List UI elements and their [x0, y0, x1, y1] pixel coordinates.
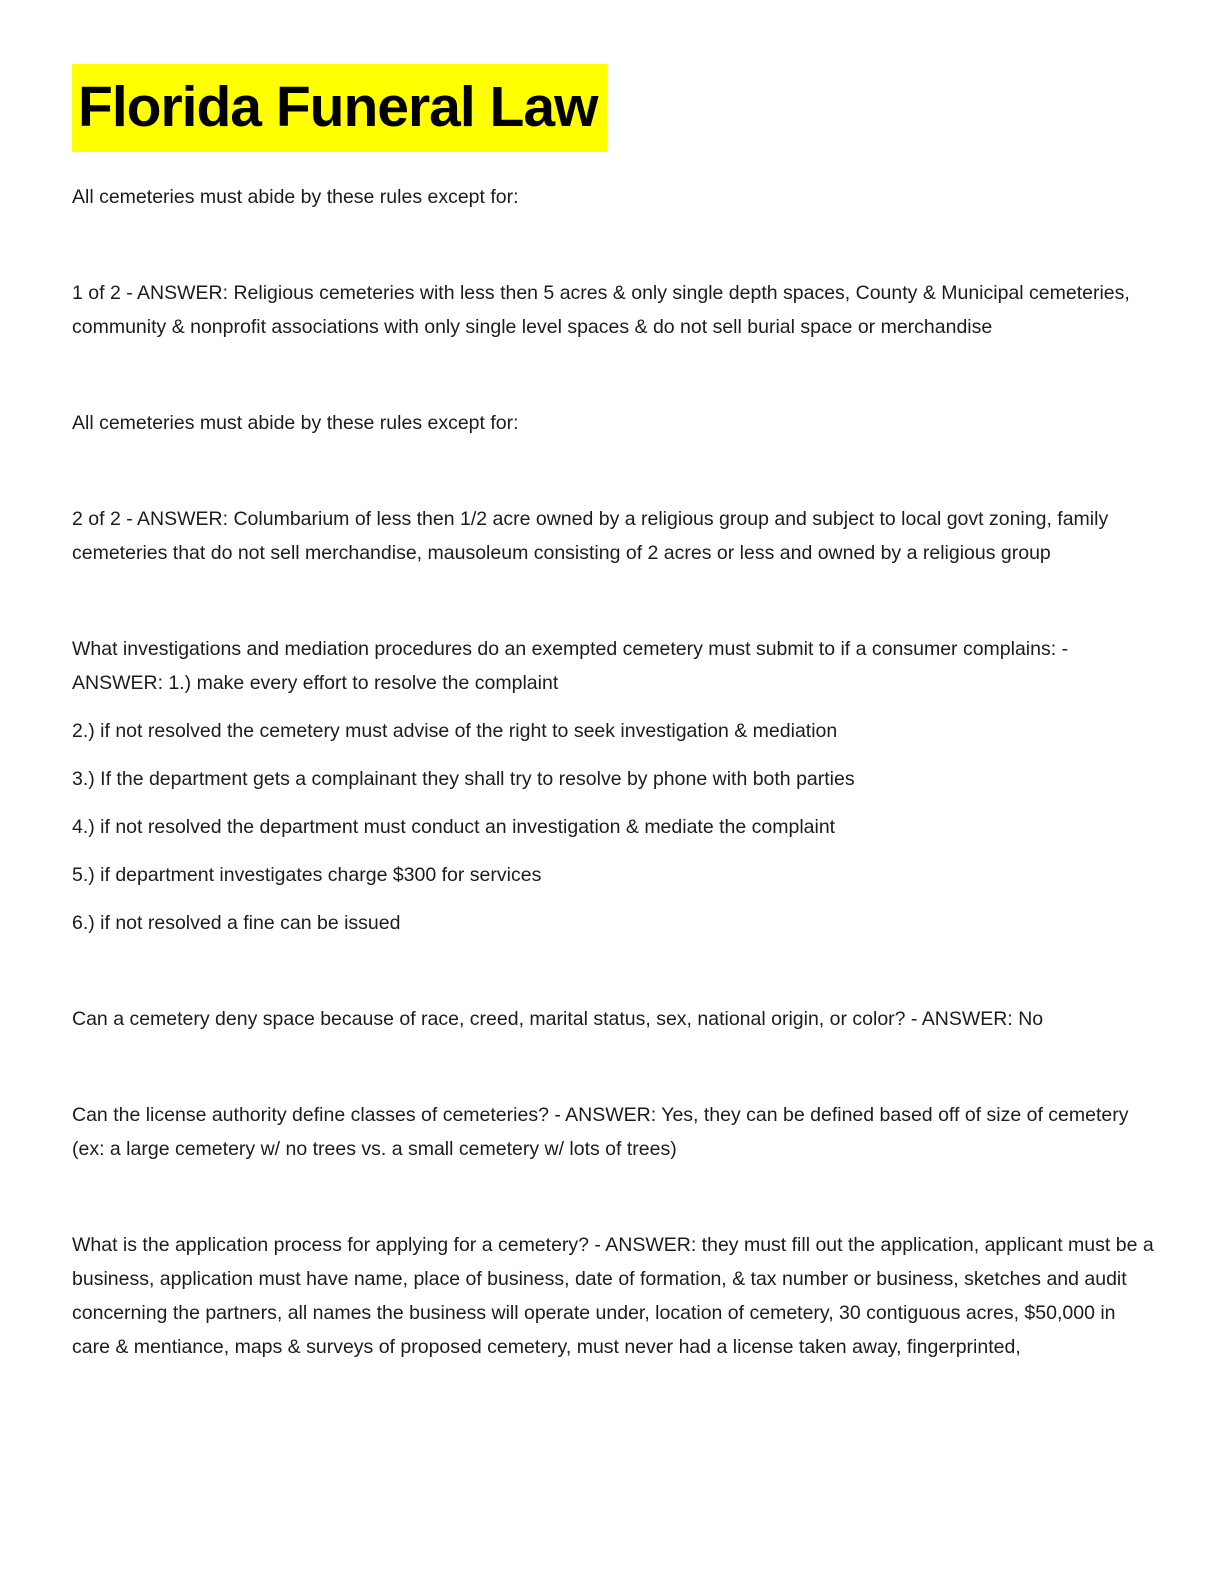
question-text: All cemeteries must abide by these rules except for: — [72, 412, 519, 435]
question-answer-text: What is the application process for applying for a cemetery? - ANSWER: they must fill out the application, applicant must be a business, application must have name, place of business, date of formation, & tax number or business, sketches and audit concerning the partners, all names the business will operate under, location of cemetery, 30 contiguous acres, $50,000 in care & mentiance, maps & surveys of proposed cemetery, must never had a license taken away, fingerprinted, — [72, 1234, 1154, 1359]
list-item: 5.) if department investigates charge $300 for services — [72, 864, 542, 887]
answer-text: 1 of 2 - ANSWER: Religious cemeteries with less then 5 acres & only single depth spaces, County & Municipal cemeteries, community & nonprofit associations with only single level spaces & do not sell burial space or merchandise — [72, 282, 1130, 339]
question-answer-text: Can a cemetery deny space because of race, creed, marital status, sex, national origin, or color? - ANSWER: No — [72, 1008, 1044, 1031]
list-item: 6.) if not resolved a fine can be issued — [72, 912, 401, 935]
question-text: All cemeteries must abide by these rules except for: — [72, 186, 519, 209]
question-answer-text: What investigations and mediation procedures do an exempted cemetery must submit to if a consumer complains: - ANSWER: 1.) make every effort to resolve the complaint — [72, 638, 1069, 695]
page-title — [72, 64, 1154, 152]
list-item: 3.) If the department gets a complainant they shall try to resolve by phone with both parties — [72, 768, 855, 791]
list-item: 2.) if not resolved the cemetery must advise of the right to seek investigation & mediation — [72, 720, 838, 743]
list-item: 4.) if not resolved the department must conduct an investigation & mediate the complaint — [72, 816, 836, 839]
question-answer-text: Can the license authority define classes of cemeteries? - ANSWER: Yes, they can be defined based off of size of cemetery (ex: a large cemetery w/ no trees vs. a small cemetery w/ lots of trees) — [72, 1104, 1129, 1161]
answer-text: 2 of 2 - ANSWER: Columbarium of less then 1/2 acre owned by a religious group and subject to local govt zoning, family cemeteries that do not sell merchandise, mausoleum consisting of 2 acres or less and owned by a religious group — [72, 508, 1109, 565]
page-title-highlight: Florida Funeral Law — [72, 64, 607, 152]
